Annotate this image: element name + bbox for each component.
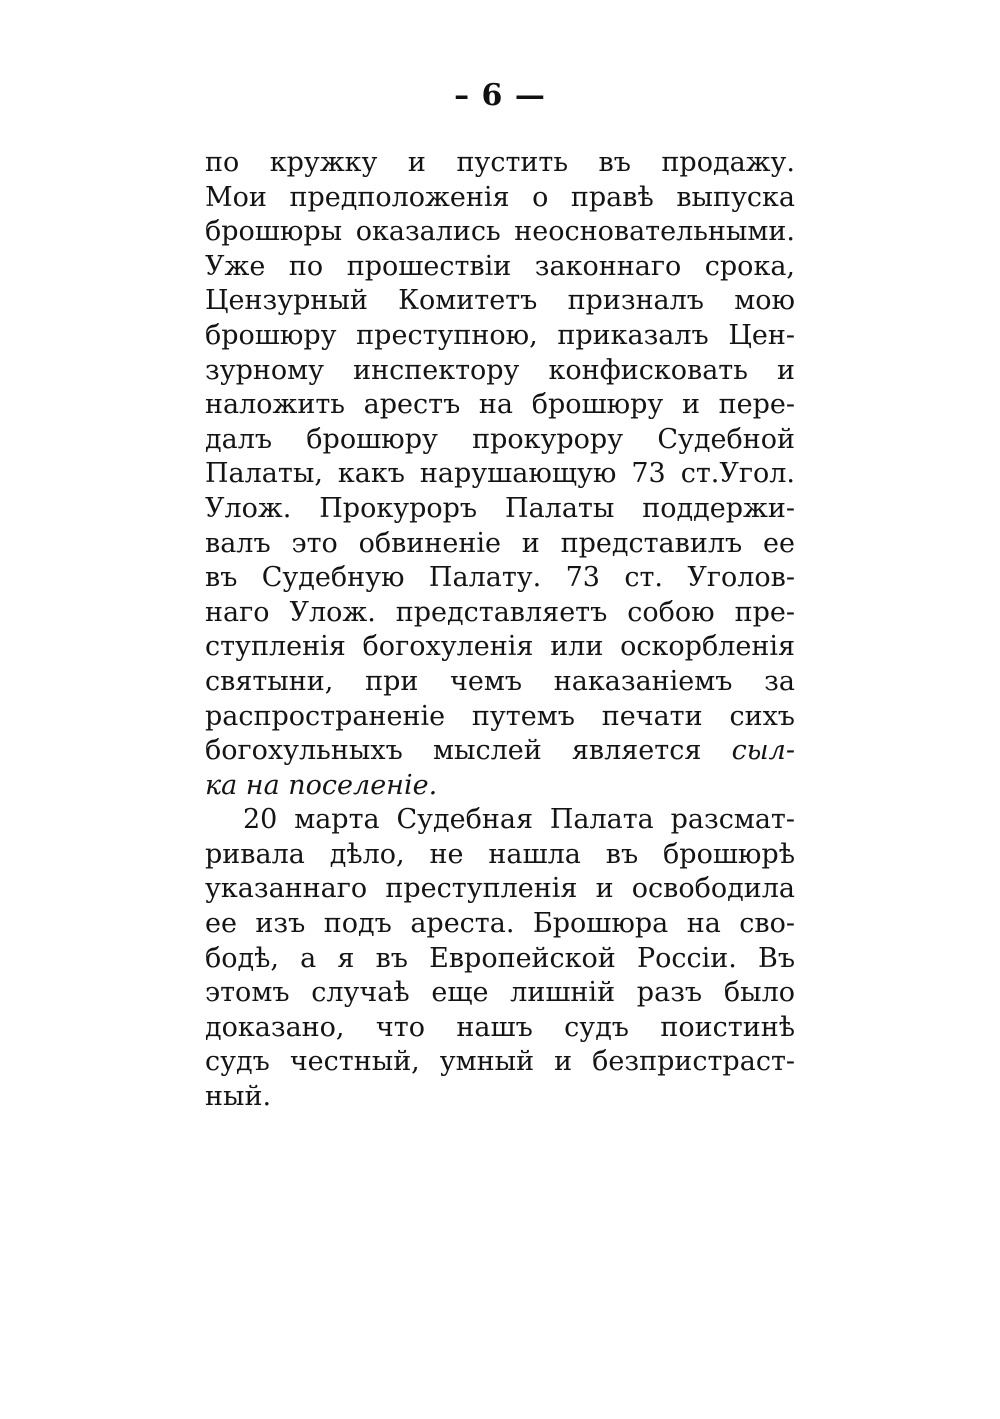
text-line: валъ это обвиненіе и представилъ ее (205, 527, 795, 559)
text-line: ступленія богохуленія или оскорбленія (205, 631, 795, 663)
text-line: ее изъ подъ ареста. Брошюра на сво- (205, 908, 795, 940)
body-text (205, 146, 795, 1115)
text-line: брошюры оказались неосновательными. (205, 216, 795, 248)
text-line: распространеніе путемъ печати сихъ (205, 700, 795, 732)
text-line: этомъ случаѣ еще лишній разъ было (205, 977, 795, 1009)
page-number: – 6 — (454, 78, 546, 113)
text-line: указаннаго преступленія и освободила (205, 873, 795, 905)
italic-text-line: ка на поселеніе. (205, 769, 438, 801)
text-line: Уже по прошествіи законнаго срока, (205, 250, 795, 282)
text-line: судъ честный, умный и безпристраст- (205, 1046, 795, 1078)
text-line: святыни, при чемъ наказаніемъ за (205, 665, 795, 697)
text-line: Улож. Прокуроръ Палаты поддержи- (205, 492, 795, 524)
text-line: наго Улож. представляетъ собою пре- (205, 596, 795, 628)
text-line: зурному инспектору конфисковать и (205, 354, 795, 386)
text-line: Мои предположенія о правѣ выпуска (205, 181, 795, 213)
text-line: брошюру преступною, приказалъ Цен- (205, 319, 795, 351)
paragraph-start-line: 20 марта Судебная Палата разсмат- (243, 804, 795, 836)
text-line-main: богохульныхъ мыслей является сыл- (205, 735, 795, 767)
text-line: Палаты, какъ нарушающую 73 ст.Угол. (205, 458, 795, 490)
text-line: далъ брошюру прокурору Судебной (205, 423, 795, 455)
text-line: наложить арестъ на брошюру и пере- (205, 389, 795, 421)
text-line: ривала дѣло, не нашла въ брошюрѣ (205, 838, 795, 870)
text-line: въ Судебную Палату. 73 ст. Уголов- (205, 562, 795, 594)
text-line: Цензурный Комитетъ призналъ мою (205, 285, 795, 317)
italic-fragment: сыл- (731, 735, 795, 767)
text-line: по кружку и пустить въ продажу. (205, 147, 795, 178)
text-line-with-italic (205, 734, 795, 769)
text-line: доказано, что нашъ судъ поистинѣ (205, 1011, 795, 1043)
text-line: ный. (205, 1081, 272, 1113)
text-line: бодѣ, а я въ Европейской Россіи. Въ (205, 942, 795, 974)
